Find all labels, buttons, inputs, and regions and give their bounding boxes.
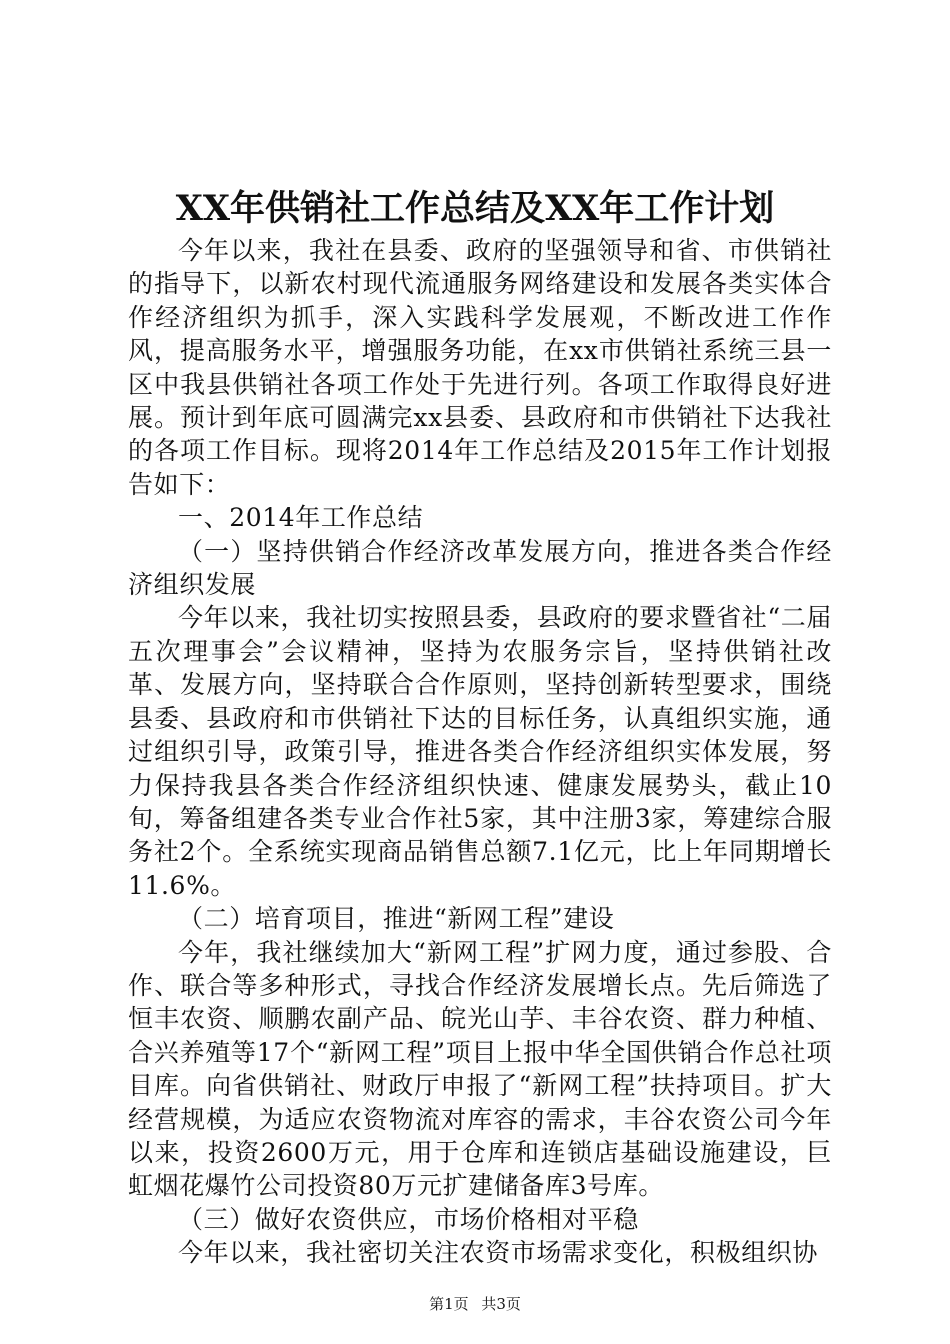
section-heading: 一、2014年工作总结	[178, 503, 424, 533]
document-body	[128, 234, 832, 1270]
body-paragraph: 今年以来，我社密切关注农资市场需求变化，积极组织协	[178, 1238, 819, 1268]
subsection-heading: （二）培育项目，推进“新网工程”建设	[178, 904, 615, 934]
intro-paragraph: 今年以来，我社在县委、政府的坚强领导和省、市供销社的指导下，以新农村现代流通服务网络建设和发展各类实体合作经济组织为抓手，深入实践科学发展观，不断改进工作作风，提高服务水平，增强服务功能，在xx市供销社系统三县一区中我县供销社各项工作处于先进行列。各项工作取得良好进展。预计到年底可圆满完xx县委、县政府和市供销社下达我社的各项工作目标。现将2014年工作总结及2015年工作计划报告如下：	[128, 236, 832, 499]
body-paragraph: 今年，我社继续加大“新网工程”扩网力度，通过参股、合作、联合等多种形式，寻找合作经济发展增长点。先后筛选了恒丰农资、顺鹏农副产品、皖光山芋、丰谷农资、群力种植、合兴养殖等17个“新网工程”项目上报中华全国供销合作总社项目库。向省供销社、财政厅申报了“新网工程”扶持项目。扩大经营规模，为适应农资物流对库容的需求，丰谷农资公司今年以来，投资2600万元，用于仓库和连锁店基础设施建设，巨虹烟花爆竹公司投资80万元扩建储备库3号库。	[128, 937, 832, 1201]
subsection-heading: （一）坚持供销合作经济改革发展方向，推进各类合作经济组织发展	[128, 536, 832, 600]
page-total: 共3页	[481, 1295, 521, 1313]
page-number: 第1页	[429, 1295, 469, 1313]
document-title: XX年供销社工作总结及XX年工作计划	[175, 188, 775, 229]
body-paragraph: 今年以来，我社切实按照县委，县政府的要求暨省社“二届五次理事会”会议精神，坚持为农服务宗旨，坚持供销社改革、发展方向，坚持联合合作原则，坚持创新转型要求，围绕县委、县政府和市供销社下达的目标任务，认真组织实施，通过组织引导，政策引导，推进各类合作经济组织实体发展，努力保持我县各类合作经济组织快速、健康发展势头，截止10旬，筹备组建各类专业合作社5家，其中注册3家，筹建综合服务社2个。全系统实现商品销售总额7.1亿元，比上年同期增长11.6%。	[128, 603, 832, 900]
subsection-heading: （三）做好农资供应，市场价格相对平稳	[178, 1204, 639, 1234]
page-footer	[0, 1293, 950, 1315]
